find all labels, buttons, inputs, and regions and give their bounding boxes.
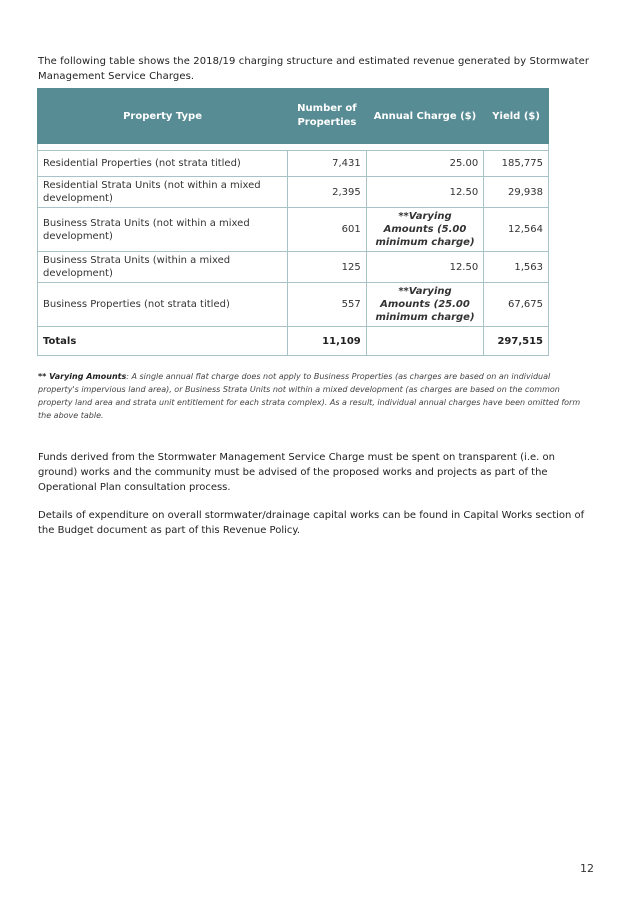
charging-structure-table <box>37 88 549 356</box>
cell-number: 2,395 <box>288 177 367 208</box>
table-header-row <box>38 89 549 144</box>
cell-totals-label: Totals <box>38 327 288 356</box>
table-spacer-row <box>38 144 549 151</box>
header-yield: Yield ($) <box>484 89 549 144</box>
cell-yield: 12,564 <box>484 208 549 252</box>
cell-yield: 185,775 <box>484 151 549 177</box>
cell-number: 601 <box>288 208 367 252</box>
cell-yield: 1,563 <box>484 252 549 283</box>
cell-yield: 67,675 <box>484 283 549 327</box>
table-row <box>38 283 549 327</box>
cell-annual-charge-varying: **Varying Amounts (5.00 minimum charge) <box>366 208 483 252</box>
expenditure-paragraph: Details of expenditure on overall stormwater/drainage capital works can be found in Capital Works section of the Budget document as part of this Revenue Policy. <box>38 510 585 536</box>
table-row <box>38 252 549 283</box>
table-row <box>38 177 549 208</box>
varying-amounts-footnote <box>38 370 590 422</box>
cell-annual-charge: 12.50 <box>366 177 483 208</box>
header-property-type <box>38 89 288 144</box>
cell-totals-yield: 297,515 <box>484 327 549 356</box>
header-property-type-label: Property Type <box>123 110 202 122</box>
cell-annual-charge-varying: **Varying Amounts (25.00 minimum charge) <box>366 283 483 327</box>
cell-number: 125 <box>288 252 367 283</box>
footnote-text: : A single annual flat charge does not apply to Business Properties (as charges are based on an individual property's impervious land area), or Business Strata Units not within a mixed development (as charges are based on the common property land area and strata unit entitlement for each strata complex). As a result, individual annual charges have been omitted form the above table. <box>38 372 581 420</box>
cell-property-type: Business Strata Units (not within a mixed development) <box>38 208 288 252</box>
intro-paragraph: The following table shows the 2018/19 charging structure and estimated revenue generated by Stormwater Management Service Charges. <box>38 56 590 82</box>
table-row <box>38 208 549 252</box>
page-number: 12 <box>580 862 594 875</box>
footnote-lead: ** Varying Amounts <box>38 372 127 381</box>
cell-property-type: Business Properties (not strata titled) <box>38 283 288 327</box>
cell-totals-number: 11,109 <box>288 327 367 356</box>
funds-paragraph: Funds derived from the Stormwater Management Service Charge must be spent on transparent (i.e. on ground) works and the community must be advised of the proposed works and projects as part of the Operational Plan consultation process. <box>38 452 555 493</box>
cell-annual-charge: 12.50 <box>366 252 483 283</box>
cell-yield: 29,938 <box>484 177 549 208</box>
cell-totals-charge <box>366 327 483 356</box>
cell-property-type: Residential Strata Units (not within a mixed development) <box>38 177 288 208</box>
header-annual-charge: Annual Charge ($) <box>366 89 483 144</box>
cell-number: 7,431 <box>288 151 367 177</box>
cell-property-type: Business Strata Units (within a mixed development) <box>38 252 288 283</box>
table-totals-row <box>38 327 549 356</box>
cell-annual-charge: 25.00 <box>366 151 483 177</box>
header-number-of-properties: Number of Properties <box>288 89 367 144</box>
cell-property-type: Residential Properties (not strata titled) <box>38 151 288 177</box>
table-row <box>38 151 549 177</box>
cell-number: 557 <box>288 283 367 327</box>
